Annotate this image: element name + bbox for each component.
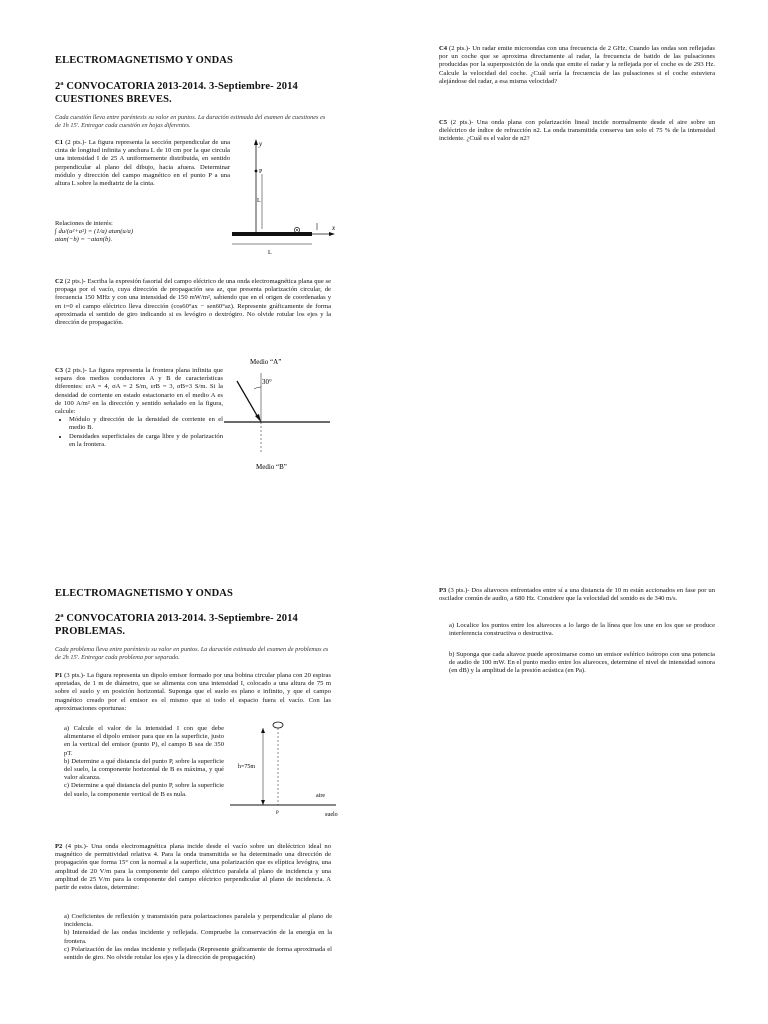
problem-p2 bbox=[55, 843, 331, 892]
problem-p3 bbox=[439, 587, 715, 603]
c3-text: (2 pts.)- La figura representa la frontera plana infinita que separa dos medios conductores A y B de características diferentes: εrA = 4, σA = 2 S/m, εrB = 3, σB=3 S/m. Si la densidad de corriente en estado estacionario en el medio A es de 100 A/m² en la dirección y sentido señalado en la figura, calcule: bbox=[55, 367, 223, 416]
page2-note: Cada problema lleva entre paréntesis su valor en puntos. La duración estimada del examen de problemas es de 2h 15'. Entregar cada problema por separado. bbox=[55, 646, 329, 661]
page1-title: ELECTROMAGNETISMO Y ONDAS bbox=[55, 55, 233, 66]
p2-text: (4 pts.)- Una onda electromagnética plana incide desde el vacío sobre un dieléctrico ideal no magnético de permitividad relativa 4. Para la onda transmitida se ha determinado una dirección de propagación que forma 15° con la normal a la superficie, una polarización que es elíptica levógira, una amplitud de 20 V/m para la componente del campo eléctrico paralela al plano de incidencia y una amplitud de 25 V/m para la componente del campo eléctrico perpendicular al plano de incidencia. A partir de estos datos, determine: bbox=[55, 843, 332, 892]
p1-height-label: h=75m bbox=[238, 764, 256, 770]
page2-title: ELECTROMAGNETISMO Y ONDAS bbox=[55, 588, 233, 599]
question-c1 bbox=[55, 139, 230, 188]
c1-y-arrow bbox=[254, 139, 258, 145]
p1-list bbox=[64, 725, 224, 799]
c3-angle-label: 30° bbox=[262, 378, 272, 386]
c3-current-vector bbox=[237, 381, 259, 419]
c1-label: C1 bbox=[55, 139, 64, 146]
c1-y-label: y bbox=[259, 140, 263, 148]
p1-point-p-label: P bbox=[276, 811, 279, 816]
c1-relations bbox=[55, 220, 230, 245]
c3-figure bbox=[224, 353, 336, 475]
p2-label: P2 bbox=[55, 843, 63, 850]
p1-item: b) Determine a qué distancia del punto P, sobre la superficie del suelo, la componente horizontal de B es máxima, y qué valor alcanza. bbox=[64, 757, 224, 782]
c1-width-label: L bbox=[268, 250, 272, 256]
p3-text: (3 pts.)- Dos altavoces enfrentados entre sí a una distancia de 10 m están accionados en fase por un oscilador común de audio, a 680 Hz. Considere que la velocidad del sonido es de 340 m/s. bbox=[439, 587, 715, 603]
c4-label: C4 bbox=[439, 45, 448, 52]
c1-height-label: L bbox=[257, 198, 261, 204]
c4-text: (2 pts.)- Un radar emite microondas con una frecuencia de 2 GHz. Cuando las ondas son reflejadas por un coche que se aproxima directamente al radar, la frecuencia de batido de las pulsaciones producidas por la superposición de la onda que emite el radar y la reflejada por el coche es de 293 Hz. Calcule la velocidad del coche. ¿Cuál sería la frecuencia de las pulsaciones si el coche estuviera alejándose del radar, a esa misma velocidad? bbox=[439, 45, 715, 85]
c1-relation-2: atan(−b) = −atan(b). bbox=[55, 236, 113, 244]
p3-label: P3 bbox=[439, 587, 447, 594]
c1-point-p-label: P bbox=[259, 169, 263, 175]
p3-item-a: a) Localice los puntos entre los altavoces a lo largo de la línea que los une en los que se produce interferencia constructiva o destructiva. bbox=[449, 622, 715, 638]
p1-aire-label: aire bbox=[316, 793, 325, 799]
page1-subtitle-line1: 2ª CONVOCATORIA 2013-2014. 3-Septiembre- 2014 bbox=[55, 81, 298, 92]
c1-x-label: x bbox=[332, 224, 336, 232]
p2-list bbox=[64, 913, 332, 962]
p1-dipole-coil bbox=[273, 722, 283, 728]
p1-label: P1 bbox=[55, 672, 63, 679]
page1-subtitle-line2: CUESTIONES BREVES. bbox=[55, 94, 172, 105]
c1-x-arrow bbox=[329, 232, 335, 236]
c1-relation-1: ∫ du/(u²+a²) = (1/a) atan(u/a) bbox=[55, 228, 134, 236]
p1-item: c) Determine a qué distancia del punto P, sobre la superficie del suelo, la componente vertical de B es nula. bbox=[64, 782, 224, 798]
p1-text: (3 pts.)- La figura representa un dipolo emisor formado por una bobina circular plana con 20 espiras apretadas, de 1 m de diámetro, que se alimenta con una intensidad I, colocado a una altura de 75 m sobre el suelo y en posición horizontal. Suponga que el suelo es plano e infinito, y que el campo magnético creado por el emisor es el mismo que si todo el espacio fuera el vacío. Con las aproximaciones oportunas: bbox=[55, 672, 331, 712]
p2-item: b) Intensidad de las ondas incidente y reflejada. Compruebe la conservación de la energía en la frontera. bbox=[64, 929, 332, 945]
c3-medio-a-label: Medio “A” bbox=[250, 358, 282, 366]
p1-figure bbox=[226, 718, 338, 822]
c5-label: C5 bbox=[439, 119, 448, 126]
page1-note: Cada cuestión lleva entre paréntesis su valor en puntos. La duración estimada del examen de cuestiones es de 1h 15'. Entregar cada cuestión en hojas diferentes. bbox=[55, 114, 326, 129]
question-c5 bbox=[439, 119, 715, 144]
page2-subtitle-line1: 2ª CONVOCATORIA 2013-2014. 3-Septiembre- 2014 bbox=[55, 613, 298, 624]
c1-relations-title: Relaciones de interés: bbox=[55, 220, 113, 227]
c1-figure bbox=[228, 136, 340, 260]
question-c2 bbox=[55, 278, 331, 327]
page2-subtitle-line2: PROBLEMAS. bbox=[55, 626, 126, 637]
c1-point-p bbox=[255, 170, 258, 173]
c1-text: (2 pts.)- La figura representa la sección perpendicular de una cinta de longitud infinita y anchura L de 10 cm por la que circula una intensidad I de 25 A uniformemente distribuida, en sentido perpendicular al plano del dibujo, hacia afuera. Determinar módulo y dirección del campo magnético en el punto P a una altura L sobre la mediatriz de la cinta. bbox=[55, 139, 230, 188]
p3-item-b: b) Suponga que cada altavoz puede aproximarse como un emisor esférico isótropo con una potencia de audio de 100 mW. En el punto medio entre los altavoces, determine el nivel de intensidad sonora (en dB) y la amplitud de la presión acústica (en Pa). bbox=[449, 651, 715, 675]
c5-text: (2 pts.)- Una onda plana con polarización lineal incide normalmente desde el aire sobre un dieléctrico de índice de refracción n2. La onda transmitida conserva tan solo el 75 % de la intensidad incidente. ¿Cuál es el valor de n2? bbox=[439, 119, 715, 143]
p1-item: a) Calcule el valor de la intensidad I con que debe alimentarse el dipolo emisor para que en la superficie, justo en la vertical del emisor (punto P), el campo B sea de 350 pT. bbox=[64, 725, 224, 757]
c1-strip bbox=[232, 232, 312, 236]
problem-p1 bbox=[55, 672, 331, 713]
c2-label: C2 bbox=[55, 278, 64, 285]
p2-item: c) Polarización de las ondas incidente y reflejada (Represente gráficamente de forma aproximada el sentido de giro. No olvide rotular los ejes y la dirección de propagación) bbox=[64, 945, 332, 962]
c3-current-arrow bbox=[255, 414, 261, 422]
question-c3 bbox=[55, 367, 223, 449]
c3-list bbox=[55, 416, 223, 449]
c3-label: C3 bbox=[55, 367, 64, 374]
p1-suelo-label: suelo bbox=[325, 812, 338, 818]
question-c4 bbox=[439, 45, 715, 86]
c3-medio-b-label: Medio “B” bbox=[256, 463, 287, 471]
c3-item: • Módulo y dirección de la densidad de corriente en el medio B. bbox=[69, 416, 223, 432]
p2-item: a) Coeficientes de reflexión y transmisión para polarizaciones paralela y perpendicular al plano de incidencia. bbox=[64, 913, 332, 929]
c3-item: • Densidades superficiales de carga libre y de polarización en la frontera. bbox=[69, 433, 223, 449]
c2-text: (2 pts.)- Escriba la expresión fasorial del campo eléctrico de una onda electromagnética plana que se propaga por el vacío, cuya dirección de propagación sea az, que presenta polarización circular, de frecuencia 150 MHz y con una intensidad de 150 mW/m², sabiendo que en el origen de coordenadas y en t=0 el campo eléctrico lleva dirección (cos60°ax − sen60°az). Represente gráficamente de forma aproximada el sentido de giro indicando si es levógiro o dextrógiro. No olvide rotular los ejes y la dirección de propagación. bbox=[55, 278, 331, 327]
